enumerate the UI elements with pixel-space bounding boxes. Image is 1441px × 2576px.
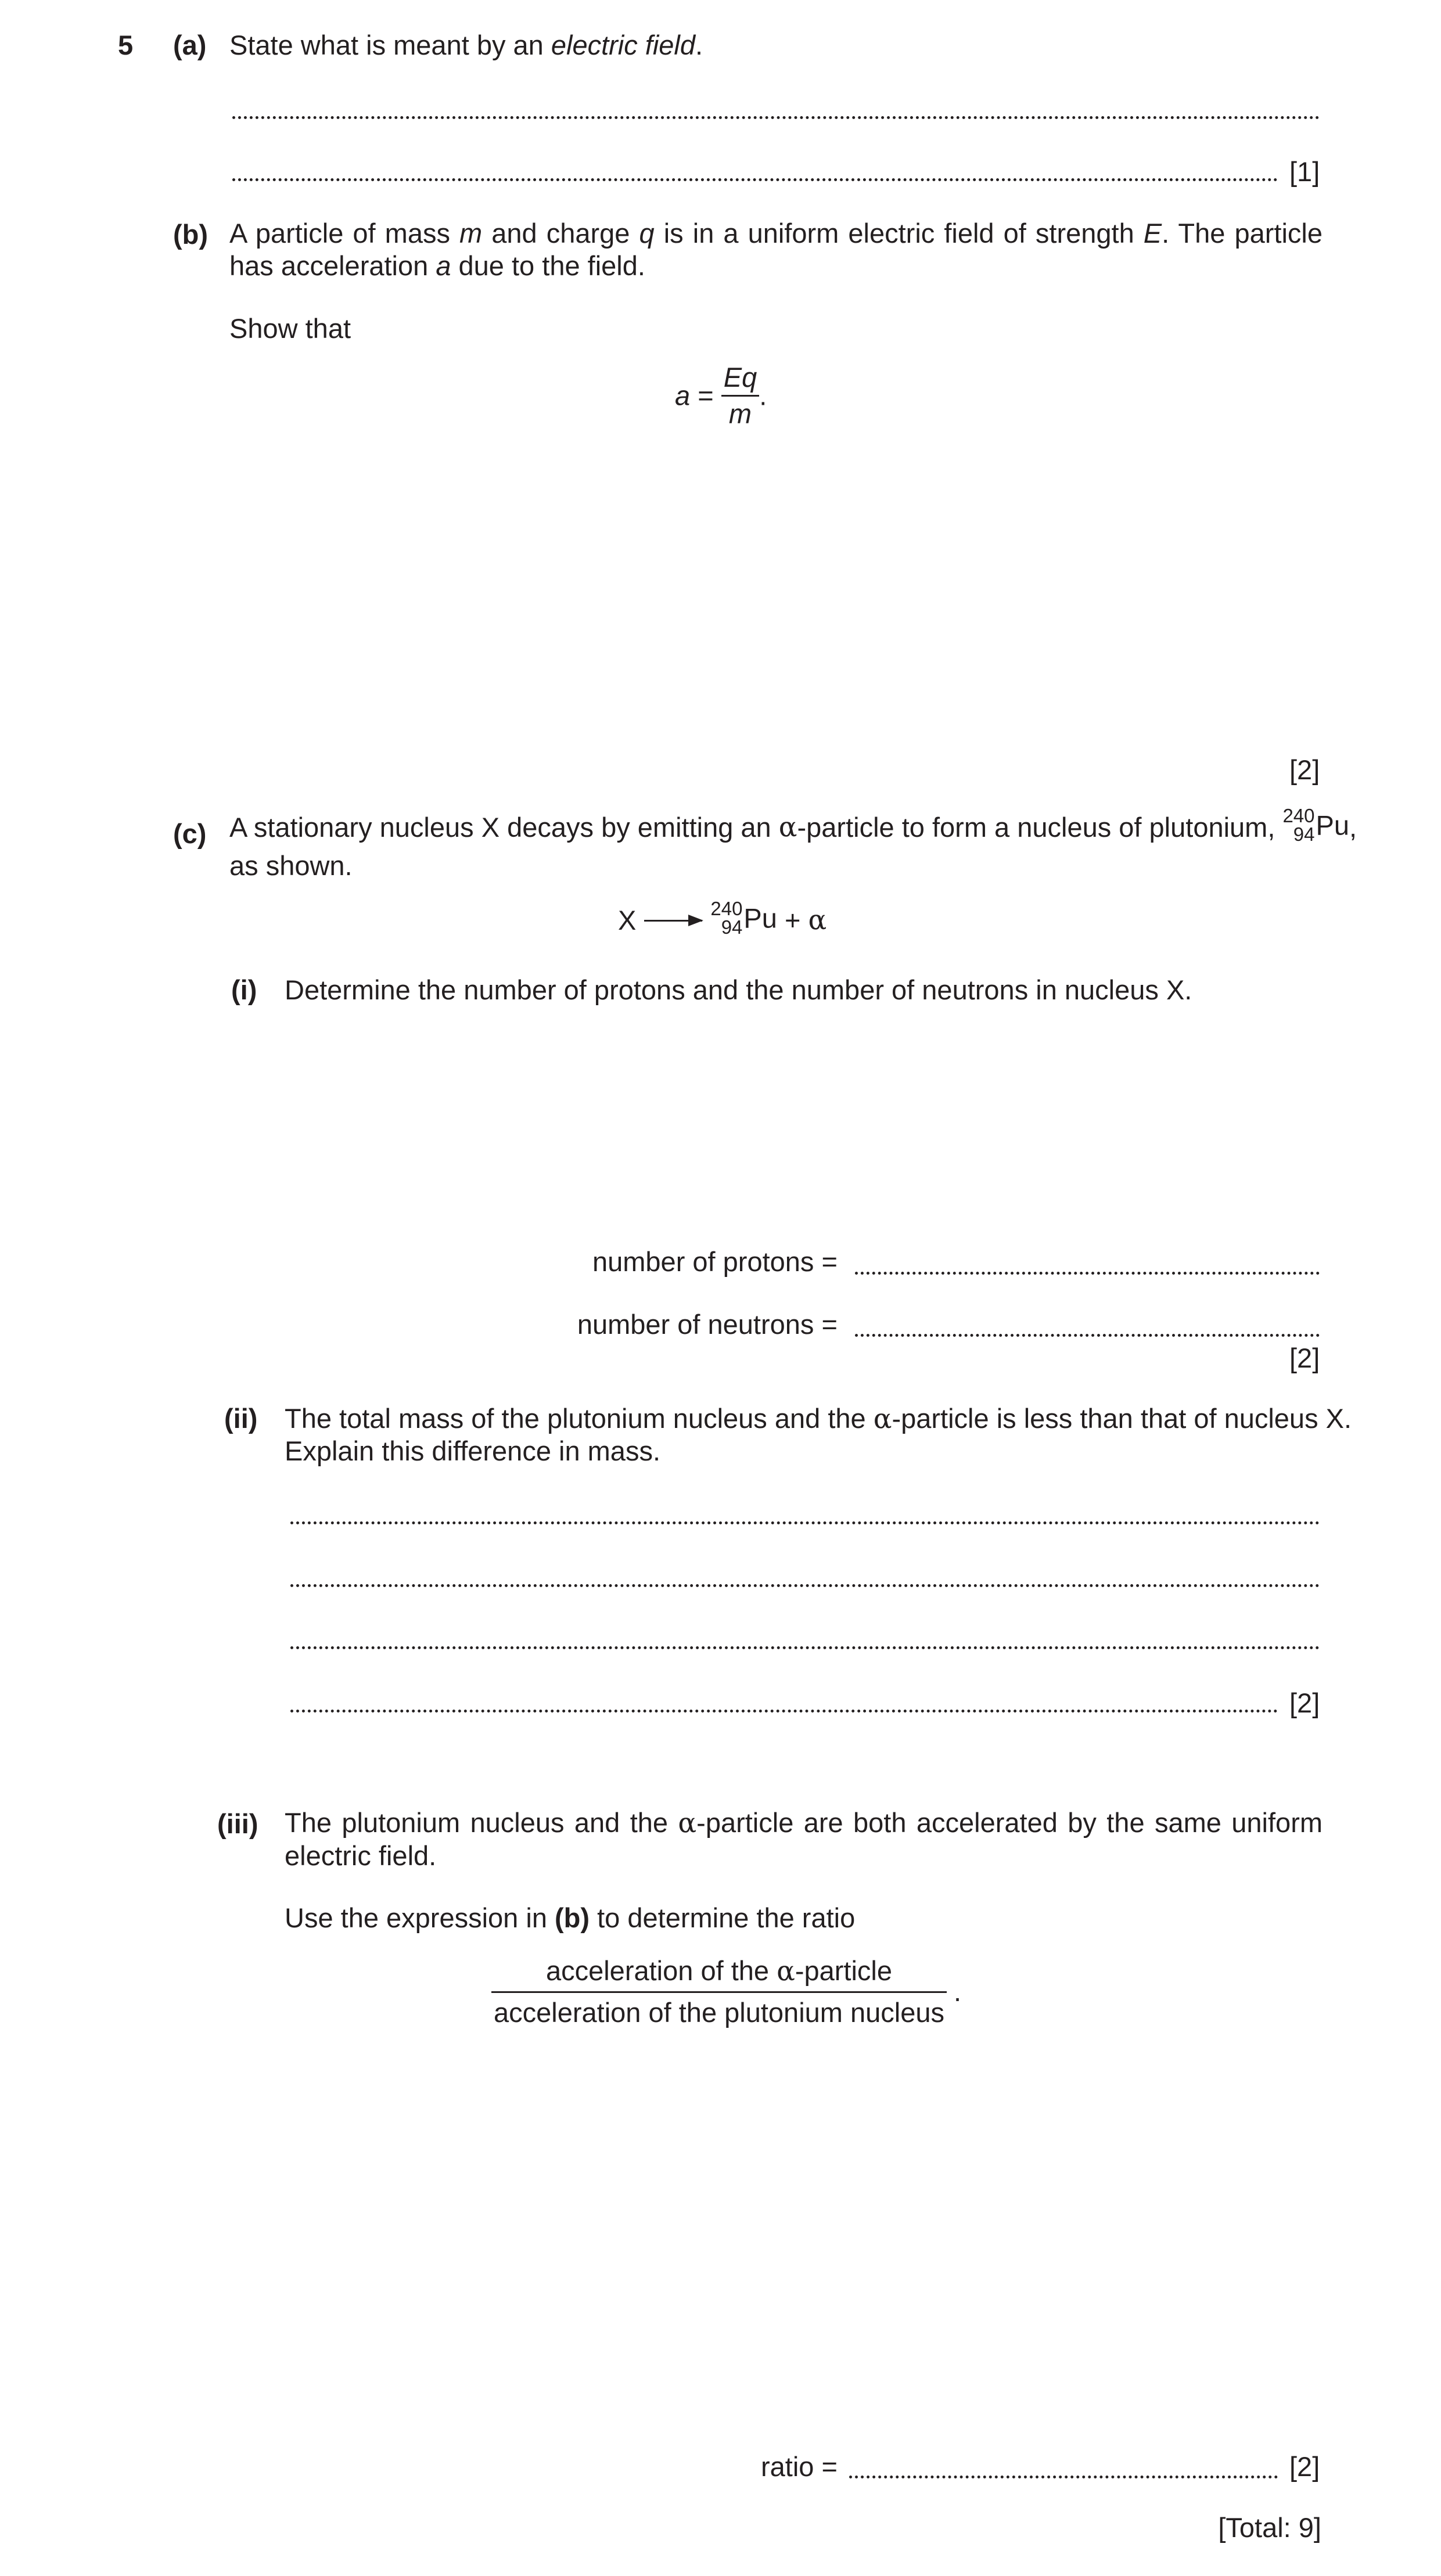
plutonium-atomic-number: 94	[1293, 823, 1315, 845]
part-a-text-suffix: .	[695, 30, 703, 60]
part-c-label: (c)	[173, 818, 207, 849]
part-c-iii-text-2: -particle are both accelerated by the same uniform electric field.	[285, 1807, 1323, 1871]
equation-end: .	[759, 380, 767, 411]
part-c-iii-marks: [2]	[1289, 2451, 1320, 2482]
part-c-i-marks: [2]	[1289, 1343, 1320, 1373]
part-c-ii-answer-line-1[interactable]	[290, 1521, 1320, 1524]
part-c-iii-instruction	[285, 1902, 855, 1934]
ratio-label: ratio =	[761, 2451, 845, 2482]
part-b-question	[229, 217, 1323, 282]
equation-numerator: Eq	[721, 361, 760, 397]
ratio-denominator: acceleration of the plutonium nucleus	[494, 1997, 944, 2028]
ratio-end: .	[953, 1976, 962, 2007]
part-a-marks: [1]	[1289, 156, 1320, 187]
ratio-fraction	[491, 1955, 947, 2030]
part-b-label: (b)	[173, 219, 209, 250]
decay-plutonium-numbers	[710, 900, 742, 937]
part-c-iii-use-bold: (b)	[555, 1902, 590, 1933]
part-c-text-2: -particle to form a nucleus of plutonium,	[797, 811, 1283, 843]
protons-answer-field[interactable]	[855, 1272, 1320, 1275]
part-b-text-1: A particle of mass	[229, 218, 460, 249]
ratio-expression	[491, 1955, 961, 2030]
part-c-ii-text-1: The total mass of the plutonium nucleus and the	[285, 1403, 874, 1434]
part-c-ii-text-2: -particle is less than that of nucleus X.	[892, 1403, 1352, 1434]
part-b-show-that: Show that	[229, 313, 351, 344]
ratio-answer-field[interactable]	[849, 2476, 1278, 2478]
part-c-ii-label: (ii)	[224, 1403, 258, 1434]
plutonium-symbol: Pu	[1316, 810, 1350, 841]
part-c-iii-use-1: Use the expression in	[285, 1902, 555, 1933]
decay-plutonium-symbol: Pu	[743, 902, 777, 934]
part-c-ii-question-line-2: Explain this difference in mass.	[285, 1435, 661, 1466]
total-marks: [Total: 9]	[1218, 2512, 1321, 2543]
var-m: m	[459, 218, 483, 249]
decay-alpha: α	[808, 904, 827, 936]
plutonium-nuclide	[1282, 805, 1350, 846]
decay-plutonium	[710, 898, 777, 939]
part-c-question-line-2: as shown.	[229, 850, 353, 881]
arrow-icon	[644, 920, 702, 922]
decay-plutonium-atomic: 94	[721, 916, 743, 938]
part-a-question	[229, 29, 703, 62]
part-a-text-prefix: State what is meant by an	[229, 30, 551, 60]
part-c-iii-text-1: The plutonium nucleus and the	[285, 1807, 678, 1838]
neutrons-label: number of neutrons =	[577, 1309, 845, 1340]
part-b-text-2: and charge	[482, 218, 639, 249]
part-b-text-4: . The particle has acceleration	[229, 218, 1323, 281]
part-b-text-5: due to the field.	[451, 250, 645, 281]
part-c-question-line-1	[229, 805, 1357, 846]
part-c-i-label: (i)	[231, 974, 257, 1005]
part-c-i-question: Determine the number of protons and the number of neutrons in nucleus X.	[285, 974, 1192, 1005]
equation-denominator: m	[728, 398, 752, 430]
neutrons-answer-field[interactable]	[855, 1334, 1320, 1337]
part-c-ii-question-line-1	[285, 1402, 1352, 1435]
decay-plutonium-mass: 240	[710, 898, 743, 919]
plutonium-mass-number: 240	[1282, 805, 1315, 826]
alpha-symbol: α	[778, 811, 797, 843]
part-c-text-1: A stationary nucleus X decays by emitting an	[229, 811, 779, 843]
plutonium-numbers	[1282, 807, 1314, 844]
var-a: a	[436, 250, 451, 281]
part-c-iii-label: (iii)	[217, 1808, 258, 1839]
part-b-equation	[675, 361, 767, 431]
part-b-marks: [2]	[1289, 754, 1320, 785]
decay-equation	[618, 898, 827, 939]
ratio-numerator-text-2: -particle	[795, 1955, 893, 1986]
var-q: q	[639, 218, 655, 249]
part-c-ii-answer-line-4[interactable]	[290, 1710, 1278, 1712]
part-c-ii-marks: [2]	[1289, 1688, 1320, 1718]
var-E: E	[1143, 218, 1162, 249]
equation-fraction	[721, 361, 760, 431]
ratio-numerator-alpha: α	[777, 1955, 795, 1987]
equation-equals: =	[690, 380, 721, 411]
decay-parent: X	[618, 904, 637, 936]
part-b-text-3: is in a uniform electric field of strength	[654, 218, 1144, 249]
part-c-iii-use-2: to determine the ratio	[590, 1902, 856, 1933]
part-c-text-3: ,	[1349, 811, 1357, 843]
ratio-numerator-text-1: acceleration of the	[545, 1955, 777, 1986]
equation-lhs: a	[675, 380, 691, 411]
question-number: 5	[118, 30, 134, 60]
part-a-answer-line-1[interactable]	[232, 116, 1320, 119]
part-a-term: electric field	[551, 30, 696, 60]
part-c-iii-question	[285, 1807, 1323, 1872]
ratio-numerator	[491, 1955, 947, 1993]
part-c-ii-answer-line-2[interactable]	[290, 1584, 1320, 1587]
part-a-answer-line-2[interactable]	[232, 178, 1278, 181]
decay-plus: +	[777, 904, 808, 936]
part-c-ii-answer-line-3[interactable]	[290, 1646, 1320, 1649]
part-c-ii-alpha: α	[873, 1403, 892, 1435]
protons-label: number of protons =	[592, 1246, 845, 1277]
part-a-label: (a)	[173, 30, 207, 60]
part-c-iii-alpha: α	[678, 1807, 697, 1839]
